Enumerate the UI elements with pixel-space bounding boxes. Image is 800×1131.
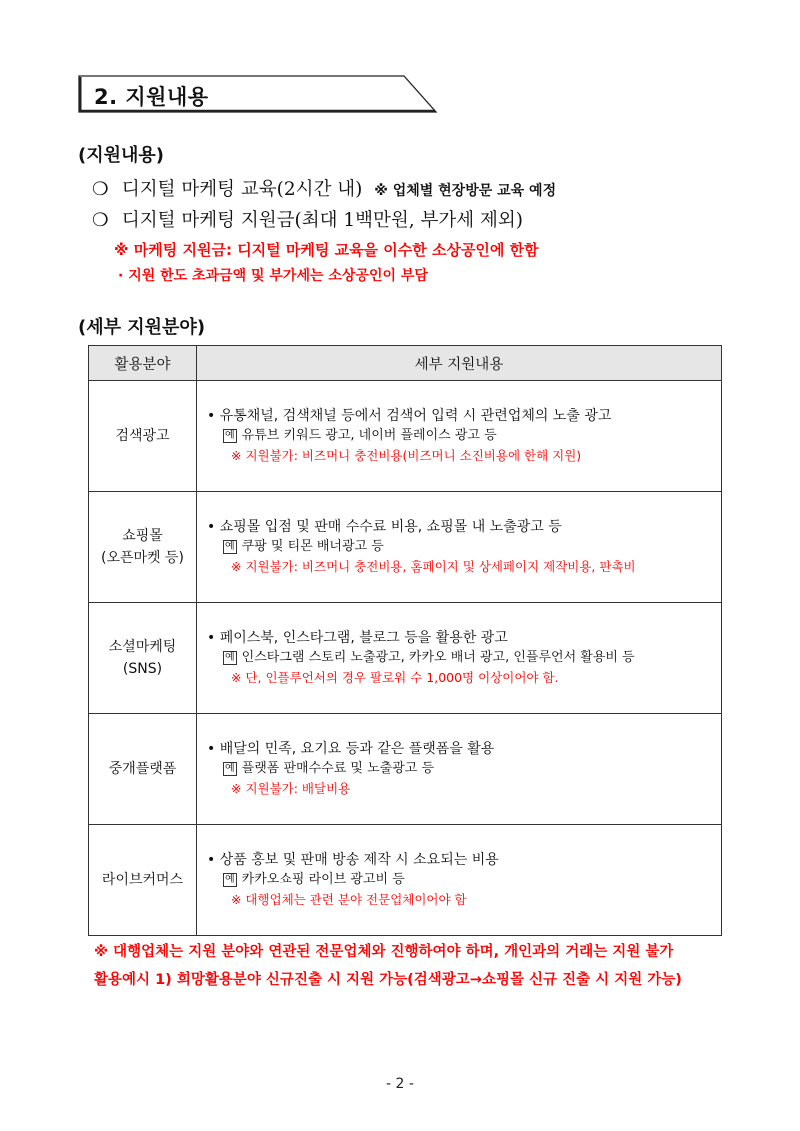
table-header-detail: 세부 지원내용 <box>197 346 722 381</box>
support-item-note: ※ 업체별 현장방문 교육 예정 <box>374 183 557 199</box>
section-heading <box>78 75 438 113</box>
table-row <box>89 603 722 714</box>
table-row <box>89 381 722 492</box>
table-row <box>89 714 722 825</box>
footer-agency-note: ※ 대행업체는 지원 분야와 연관된 전문업체와 진행하여야 하며, 개인과의 거래는 지원 불가 <box>94 944 674 960</box>
support-heading: (지원내용) <box>78 145 165 166</box>
row-detail: • 유통채널, 검색채널 등에서 검색어 입력 시 관련업체의 노출 광고 예 유튜브 키워드 광고, 네이버 플레이스 광고 등 ※ 지원불가: 비즈머니 충전비용(비즈머니 소진비용에 한해 지원) <box>197 381 722 492</box>
detail-table <box>88 345 722 936</box>
table-header-category: 활용분야 <box>89 346 197 381</box>
page-number: - 2 - <box>386 1076 414 1092</box>
example-tag-icon: 예 <box>225 652 235 663</box>
row-category: 쇼핑몰 (오픈마켓 등) <box>89 492 197 603</box>
example-tag-icon: 예 <box>225 430 235 441</box>
footer-example-note: 활용예시 1) 희망활용분야 신규진출 시 지원 가능(검색광고→쇼핑몰 신규 진출 시 지원 가능) <box>94 972 682 988</box>
support-item-text: 디지털 마케팅 교육(2시간 내) <box>121 179 363 200</box>
row-category: 소셜마케팅 (SNS) <box>89 603 197 714</box>
row-detail: • 상품 홍보 및 판매 방송 제작 시 소요되는 비용 예 카카오쇼핑 라이브 광고비 등 ※ 대행업체는 관련 분야 전문업체이어야 함 <box>197 825 722 936</box>
section-title: 2. 지원내용 <box>94 85 209 109</box>
support-item-fund <box>92 206 523 232</box>
table-row <box>89 492 722 603</box>
row-detail: • 배달의 민족, 요기요 등과 같은 플랫폼을 활용 예 플랫폼 판매수수료 및 노출광고 등 ※ 지원불가: 배달비용 <box>197 714 722 825</box>
row-category: 중개플랫폼 <box>89 714 197 825</box>
fund-limit-note: · 지원 한도 초과금액 및 부가세는 소상공인이 부담 <box>118 268 428 284</box>
example-tag-icon: 예 <box>225 874 235 885</box>
circle-bullet-icon: ❍ <box>92 179 109 200</box>
row-detail: • 쇼핑몰 입점 및 판매 수수료 비용, 쇼핑몰 내 노출광고 등 예 쿠팡 및 티몬 배너광고 등 ※ 지원불가: 비즈머니 충전비용, 홈페이지 및 상세페이지 제작비용, 판촉비 <box>197 492 722 603</box>
detail-heading: (세부 지원분야) <box>78 317 206 338</box>
table-row <box>89 825 722 936</box>
support-item-education <box>92 175 556 201</box>
support-item-text: 디지털 마케팅 지원금(최대 1백만원, 부가세 제외) <box>121 210 523 231</box>
example-tag-icon: 예 <box>225 763 235 774</box>
table-header-row <box>89 346 722 381</box>
row-category: 라이브커머스 <box>89 825 197 936</box>
fund-eligibility-note: ※ 마케팅 지원금: 디지털 마케팅 교육을 이수한 소상공인에 한함 <box>114 241 539 259</box>
row-detail: • 페이스북, 인스타그램, 블로그 등을 활용한 광고 예 인스타그램 스토리 노출광고, 카카오 배너 광고, 인플루언서 활용비 등 ※ 단, 인플루언서의 경우 팔로워 수 1,000명 이상이어야 함. <box>197 603 722 714</box>
example-tag-icon: 예 <box>225 541 235 552</box>
row-category: 검색광고 <box>89 381 197 492</box>
circle-bullet-icon: ❍ <box>92 210 109 231</box>
